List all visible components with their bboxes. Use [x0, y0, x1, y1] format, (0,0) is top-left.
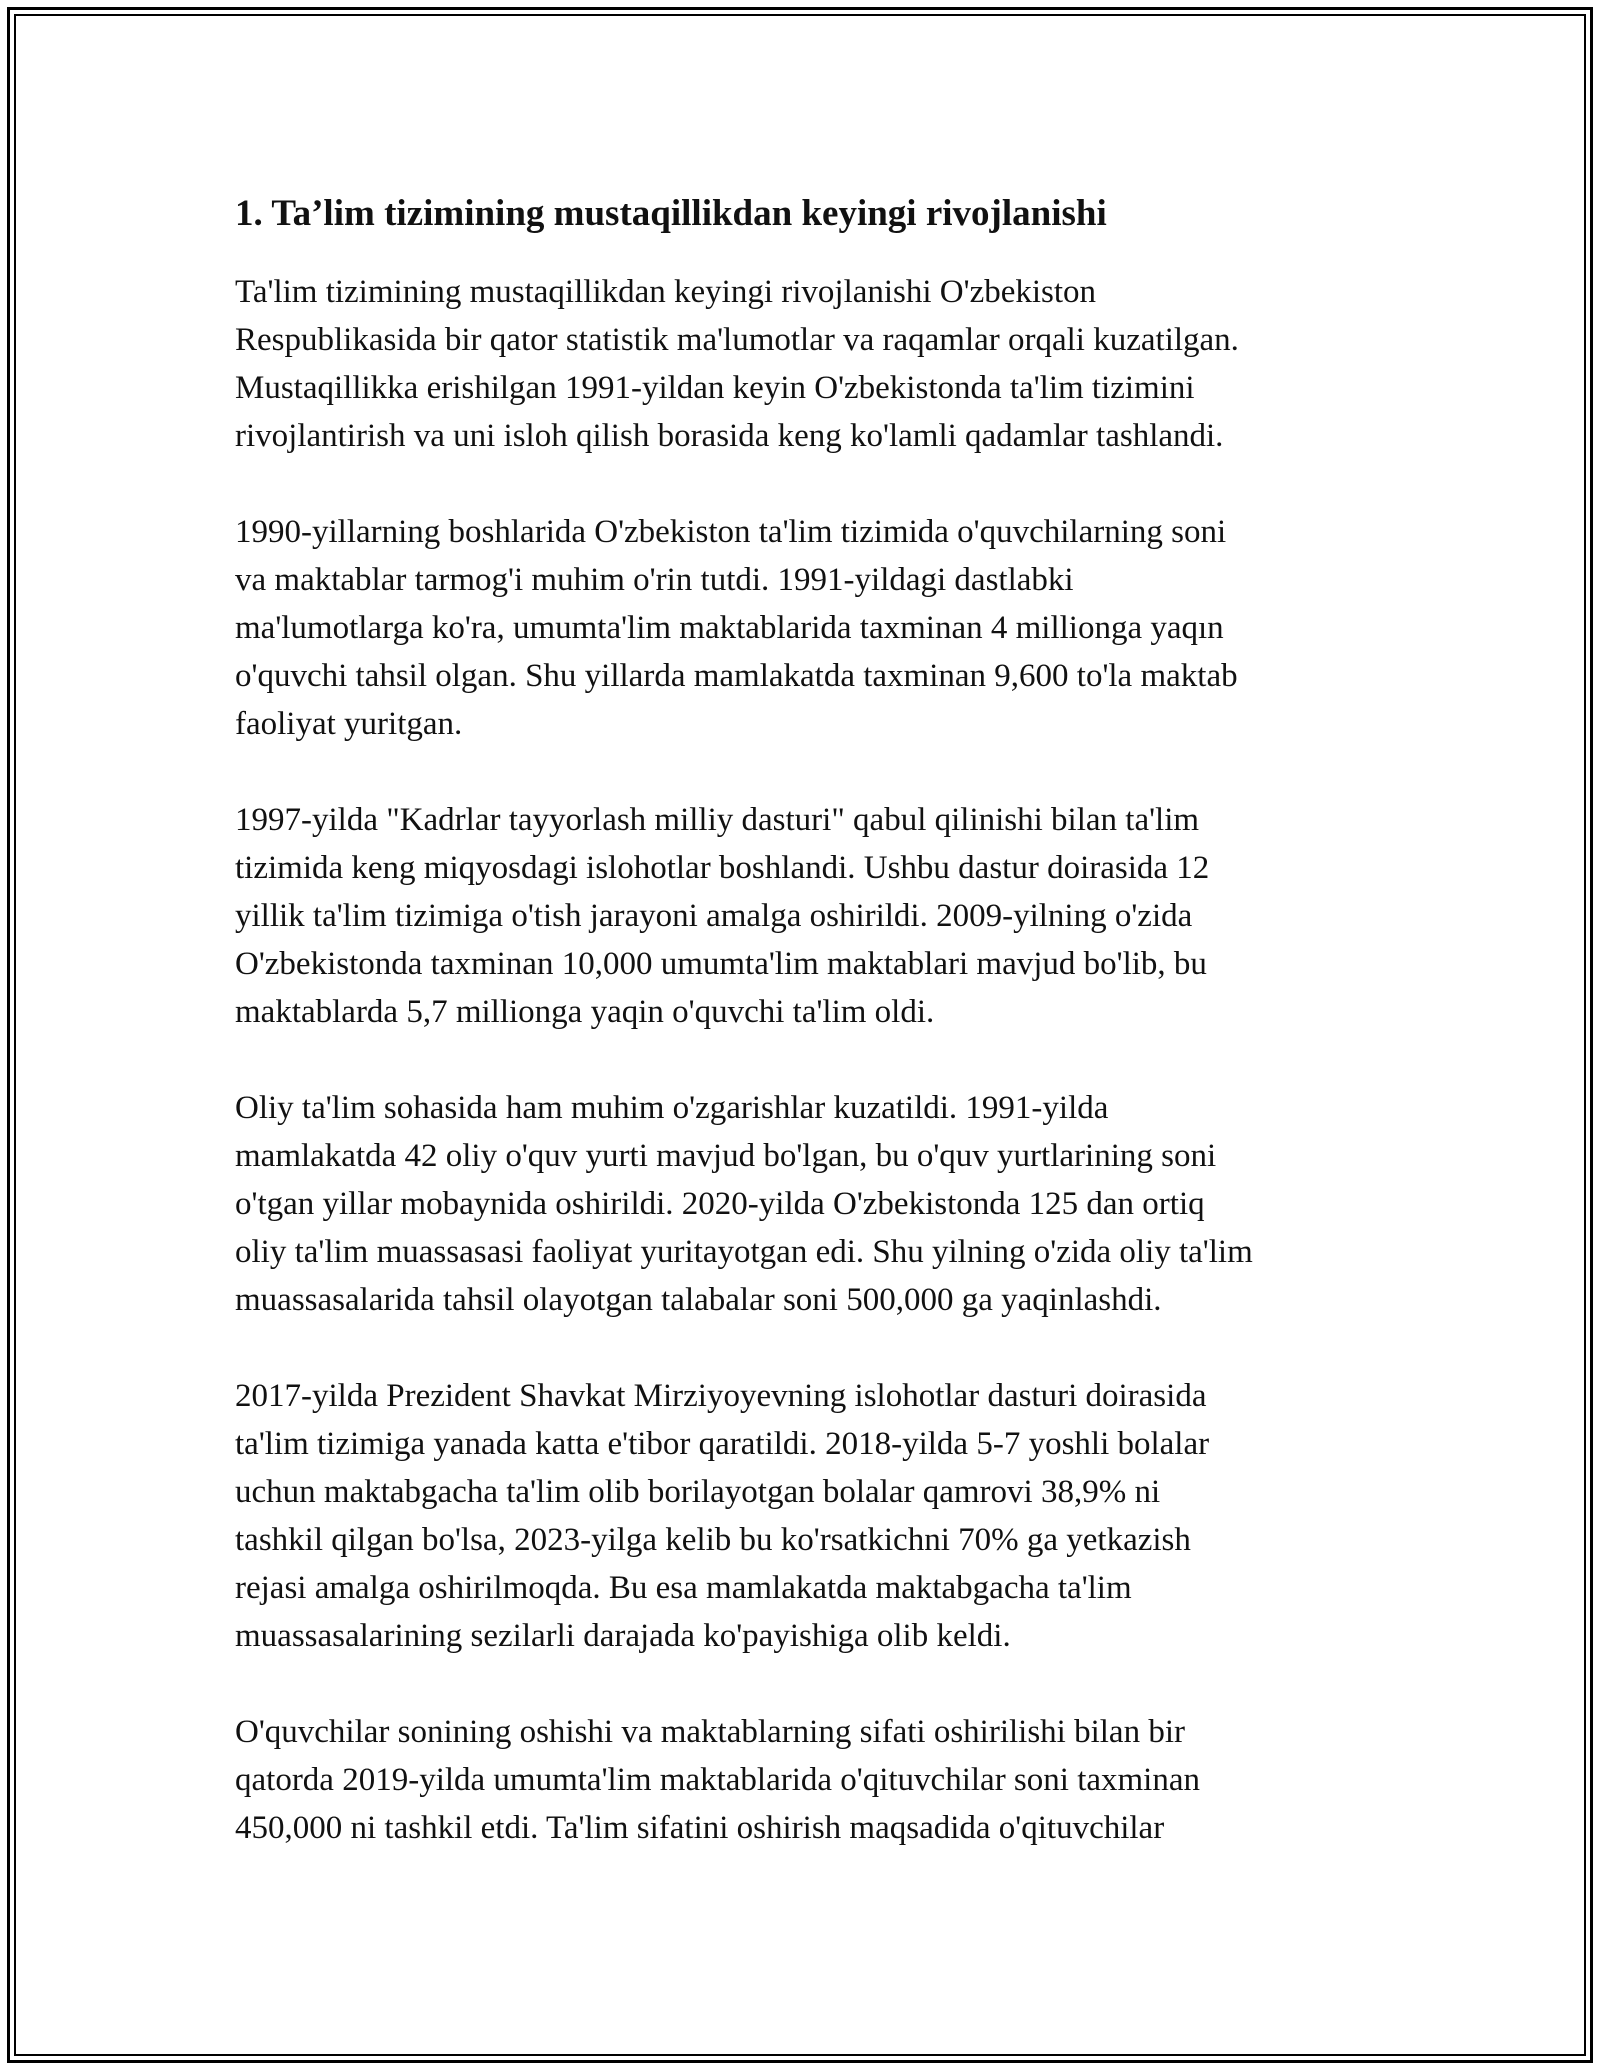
text-line: mamlakatda 42 oliy o'quv yurti mavjud bo'lgan, bu o'quv yurtlarining soni: [235, 1138, 1217, 1174]
text-line: o'quvchi tahsil olgan. Shu yillarda mamlakatda taxminan 9,600 to'la maktab: [235, 658, 1238, 694]
text-line: tizimida keng miqyosdagi islohotlar boshlandi. Ushbu dastur doirasida 12: [235, 850, 1210, 886]
text-line: 1990-yillarning boshlarida O'zbekiston ta'lim tizimida o'quvchilarning soni: [235, 514, 1227, 550]
text-line: uchun maktabgacha ta'lim olib borilayotgan bolalar qamrovi 38,9% ni: [235, 1474, 1161, 1510]
text-line: ma'lumotlarga ko'ra, umumta'lim maktablarida taxminan 4 millionga yaqın: [235, 610, 1224, 646]
text-line: qatorda 2019-yilda umumta'lim maktablarida o'qituvchilar soni taxminan: [235, 1762, 1200, 1798]
paragraph-4: [235, 1084, 1375, 1324]
text-line: maktablarda 5,7 millionga yaqin o'quvchi ta'lim oldi.: [235, 994, 935, 1030]
text-line: muassasalarida tahsil olayotgan talabalar soni 500,000 ga yaqinlashdi.: [235, 1282, 1162, 1318]
text-line: O'zbekistonda taxminan 10,000 umumta'lim maktablari mavjud bo'lib, bu: [235, 946, 1207, 982]
text-line: yillik ta'lim tizimiga o'tish jarayoni amalga oshirildi. 2009-yilning o'zida: [235, 898, 1193, 934]
text-line: 2017-yilda Prezident Shavkat Mirziyoyevning islohotlar dasturi doirasida: [235, 1378, 1207, 1414]
text-line: Oliy ta'lim sohasida ham muhim o'zgarishlar kuzatildi. 1991-yilda: [235, 1090, 1109, 1126]
document-body: [235, 188, 1375, 1900]
text-line: o'tgan yillar mobaynida oshirildi. 2020-yilda O'zbekistonda 125 dan ortiq: [235, 1186, 1205, 1222]
paragraph-3: [235, 796, 1375, 1036]
text-line: muassasalarining sezilarli darajada ko'payishiga olib keldi.: [235, 1618, 1011, 1654]
text-line: Respublikasida bir qator statistik ma'lumotlar va raqamlar orqali kuzatilgan.: [235, 322, 1239, 358]
paragraph-5: [235, 1372, 1375, 1660]
text-line: faoliyat yuritgan.: [235, 706, 463, 742]
text-line: O'quvchilar sonining oshishi va maktablarning sifati oshirilishi bilan bir: [235, 1714, 1185, 1750]
text-line: rivojlantirish va uni isloh qilish borasida keng ko'lamli qadamlar tashlandi.: [235, 418, 1224, 454]
text-line: ta'lim tizimiga yanada katta e'tibor qaratildi. 2018-yilda 5-7 yoshli bolalar: [235, 1426, 1210, 1462]
text-line: rejasi amalga oshirilmoqda. Bu esa mamlakatda maktabgacha ta'lim: [235, 1570, 1132, 1606]
text-line: Mustaqillikka erishilgan 1991-yildan keyin O'zbekistonda ta'lim tizimini: [235, 370, 1195, 406]
paragraph-6: [235, 1708, 1375, 1852]
paragraph-2: [235, 508, 1375, 748]
text-line: Ta'lim tizimining mustaqillikdan keyingi rivojlanishi O'zbekiston: [235, 274, 1097, 310]
text-line: oliy ta'lim muassasasi faoliyat yuritayotgan edi. Shu yilning o'zida oliy ta'lim: [235, 1234, 1253, 1270]
text-line: va maktablar tarmog'i muhim o'rin tutdi. 1991-yildagi dastlabki: [235, 562, 1074, 598]
paragraph-1: [235, 268, 1375, 460]
text-line: 450,000 ni tashkil etdi. Ta'lim sifatini oshirish maqsadida o'qituvchilar: [235, 1810, 1165, 1846]
text-line: 1997-yilda "Kadrlar tayyorlash milliy dasturi" qabul qilinishi bilan ta'lim: [235, 802, 1200, 838]
section-heading: 1. Ta’lim tizimining mustaqillikdan keyingi rivojlanishi: [235, 193, 1107, 234]
text-line: tashkil qilgan bo'lsa, 2023-yilga kelib bu ko'rsatkichni 70% ga yetkazish: [235, 1522, 1191, 1558]
